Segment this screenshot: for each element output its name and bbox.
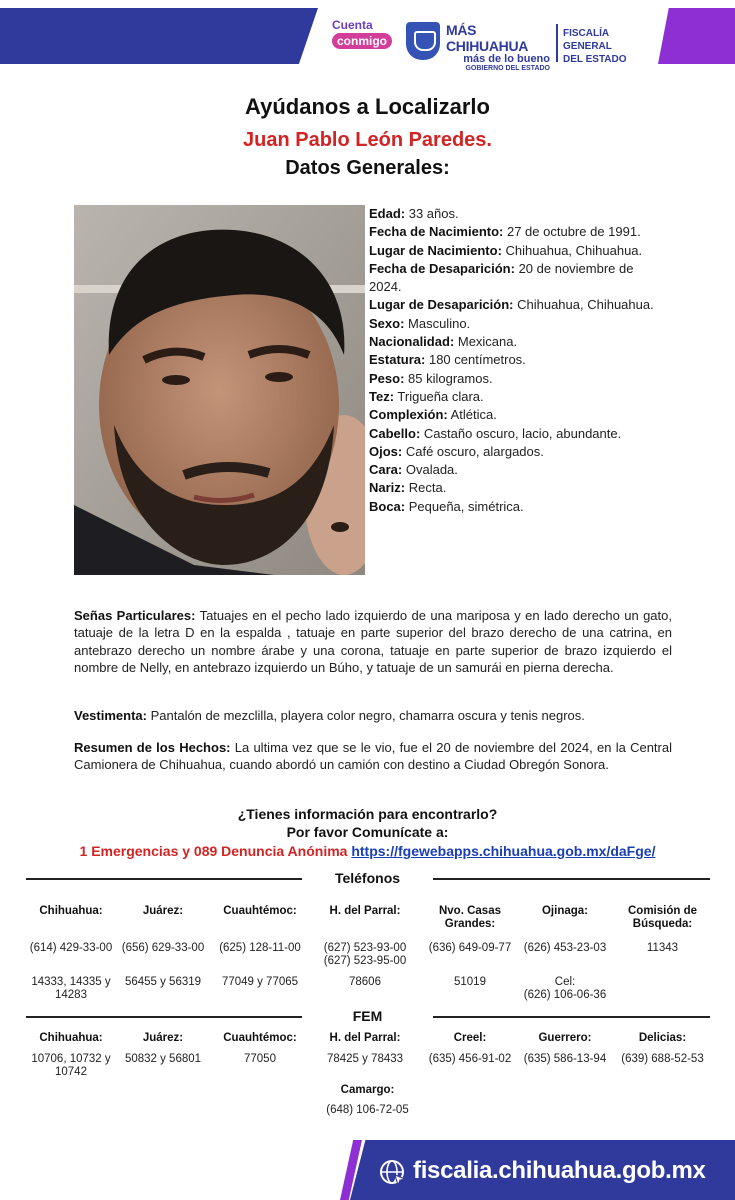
detail-value: Recta.: [405, 480, 447, 496]
detail-value: Trigueña clara.: [394, 388, 484, 404]
fem-camargo-value: (648) 106-72-05: [326, 1104, 409, 1116]
resumen-hechos: [74, 739, 672, 774]
fem-head: Juárez:: [142, 1032, 184, 1044]
detail-label: Nariz:: [369, 480, 406, 496]
denuncia-link[interactable]: https://fgewebapps.chihuahua.gob.mx/daFge/: [351, 843, 656, 859]
telefonos-phone: (614) 429-33-00: [29, 942, 113, 954]
resumen-text: La ultima vez que se le vio, fue el 20 de noviembre del 2024, en la Central Camionera de Chihuahua, cuando abordó un camión con destino a Ciudad Obregón Sonora.: [74, 740, 672, 773]
detail-label: Tez:: [369, 388, 395, 404]
detail-row: [369, 406, 669, 424]
detail-label: Boca:: [369, 498, 406, 514]
fem-value: (635) 586-13-94: [523, 1053, 607, 1065]
fem-head: Creel:: [453, 1032, 487, 1044]
telefonos-ext: 77049 y 77065: [221, 976, 299, 988]
vestimenta-text: Pantalón de mezclilla, playera color negro, chamarra oscura y tenis negros.: [146, 708, 585, 723]
detail-row: [369, 333, 669, 351]
telefonos-head: Chihuahua:: [39, 905, 103, 917]
telefonos-phone: (626) 453-23-03: [523, 942, 607, 954]
cuenta-conmigo-logo: [332, 18, 394, 62]
fem-divider-left: [26, 1016, 302, 1018]
footer-url[interactable]: fiscalia.chihuahua.gob.mx: [413, 1157, 706, 1184]
person-name: Juan Pablo León Paredes.: [243, 129, 492, 151]
chihuahua-shield-icon: [406, 22, 440, 60]
fem-value: 10706, 10732 y 10742: [31, 1053, 111, 1078]
detail-row: [369, 296, 669, 314]
header-divider: [556, 24, 558, 62]
globe-pointer-icon: [378, 1158, 408, 1188]
telefonos-ext: 14333, 14335 y 14283: [31, 976, 111, 1001]
fem-value: (639) 688-52-53: [621, 1053, 704, 1065]
emergency-numbers: 1 Emergencias y 089 Denuncia Anónima: [79, 843, 348, 859]
detail-value: 33 años.: [405, 206, 459, 221]
detail-row: [369, 425, 669, 443]
detail-row: [369, 388, 669, 406]
telefonos-head: H. del Parral:: [329, 905, 401, 917]
fem-value: 77050: [244, 1053, 276, 1065]
telefonos-divider-left: [26, 878, 302, 880]
detail-row: [369, 315, 669, 333]
detail-row: [369, 443, 669, 461]
fem-head: Chihuahua:: [39, 1032, 103, 1044]
detail-label: Lugar de Desaparición:: [369, 297, 514, 313]
mas-de-lo-bueno-text: más de lo bueno: [463, 53, 550, 65]
telefonos-title: Teléfonos: [334, 870, 401, 886]
detail-label: Cabello:: [369, 425, 421, 441]
detail-row: [369, 498, 669, 516]
header-blue-banner: [0, 8, 318, 64]
detail-value: Castaño oscuro, lacio, abundante.: [420, 425, 622, 441]
header-purple-banner: [658, 8, 735, 64]
telefonos-phone: (656) 629-33-00: [121, 942, 205, 954]
telefonos-phone: (627) 523-93-00 (627) 523-95-00: [323, 942, 407, 967]
detail-value: Chihuahua, Chihuahua.: [501, 242, 643, 258]
vestimenta: [74, 707, 672, 724]
detail-label: Lugar de Nacimiento:: [369, 242, 502, 258]
detail-label: Sexo:: [369, 315, 405, 331]
detail-row: [369, 223, 669, 241]
logo-conmigo-text: conmigo: [332, 33, 392, 49]
detail-value: 20 de noviembre de 2024.: [369, 260, 634, 295]
detail-value: Pequeña, simétrica.: [405, 498, 524, 514]
detail-label: Complexión:: [369, 407, 448, 423]
fiscalia-logo: [563, 27, 653, 66]
fem-camargo-head: Camargo:: [340, 1084, 395, 1096]
fem-value: 78425 y 78433: [326, 1053, 404, 1065]
contact-request: Por favor Comunícate a:: [286, 824, 449, 840]
detail-value: 27 de octubre de 1991.: [503, 224, 641, 240]
detail-label: Edad:: [369, 206, 406, 221]
details-list: [369, 205, 669, 516]
detail-label: Cara:: [369, 462, 403, 478]
detail-value: 180 centímetros.: [425, 352, 526, 368]
telefonos-head: Cuauhtémoc:: [223, 905, 297, 917]
telefonos-head: Comisión de Búsqueda:: [627, 905, 697, 930]
telefonos-phone: (636) 649-09-77: [428, 942, 512, 954]
telefonos-ext: 78606: [349, 976, 381, 988]
fem-head: Guerrero:: [538, 1032, 592, 1044]
telefonos-ext: 56455 y 56319: [124, 976, 202, 988]
detail-row: [369, 370, 669, 388]
contact-line: [0, 843, 735, 859]
fem-value: (635) 456-91-02: [428, 1053, 512, 1065]
telefonos-phone: (625) 128-11-00: [219, 942, 301, 954]
section-title: Datos Generales:: [285, 157, 450, 179]
detail-value: 85 kilogramos.: [404, 370, 493, 386]
detail-value: Ovalada.: [402, 462, 458, 478]
detail-row: [369, 242, 669, 260]
gobierno-text: GOBIERNO DEL ESTADO: [465, 65, 550, 72]
fiscalia-line2: DEL ESTADO: [563, 54, 627, 65]
detail-value: Atlética.: [447, 407, 497, 423]
fem-value: 50832 y 56801: [124, 1053, 202, 1065]
logo-cuenta-text: Cuenta: [332, 18, 373, 32]
fem-head: Cuauhtémoc:: [223, 1032, 297, 1044]
mas-chihuahua-text: MÁS CHIHUAHUA: [446, 22, 529, 54]
detail-row: [369, 461, 669, 479]
telefonos-head: Ojinaga:: [541, 905, 588, 917]
senas-label: Señas Particulares:: [74, 608, 196, 623]
resumen-label: Resumen de los Hechos:: [74, 740, 231, 755]
telefonos-head: Nvo. Casas Grandes:: [438, 905, 501, 930]
telefonos-ext: Cel: (626) 106-06-36: [523, 976, 607, 1001]
detail-label: Estatura:: [369, 352, 426, 368]
telefonos-head: Juárez:: [142, 905, 184, 917]
fem-head: Delicias:: [638, 1032, 687, 1044]
detail-row: [369, 351, 669, 369]
fiscalia-line1: FISCALÍA GENERAL: [563, 28, 612, 52]
person-photo: [74, 205, 365, 575]
detail-label: Fecha de Desaparición:: [369, 260, 515, 276]
vestimenta-label: Vestimenta:: [74, 708, 147, 723]
detail-value: Masculino.: [404, 315, 471, 331]
detail-label: Nacionalidad:: [369, 334, 455, 350]
detail-row: [369, 205, 669, 223]
telefonos-divider-right: [433, 878, 710, 880]
mas-chihuahua-logo: [446, 22, 550, 72]
senas-text: Tatuajes en el pecho lado izquierdo de una mariposa y en lado derecho un gato, tatuaje de la letra D en la espalda , tatuaje en parte superior del brazo derecho de una catrina, en antebrazo derecho un nombre árabe y una corona, tatuaje en parte superior de brazo izquierdo el nombre de Nelly, en antebrazo izquierdo un Búho, y tatuaje de un samurái en pierna derecha.: [74, 608, 672, 675]
detail-label: Peso:: [369, 370, 405, 386]
detail-row: [369, 260, 669, 297]
detail-label: Fecha de Nacimiento:: [369, 224, 504, 240]
senas-particulares: [74, 607, 672, 676]
detail-value: Chihuahua, Chihuahua.: [513, 297, 654, 313]
telefonos-phone: 11343: [646, 942, 679, 954]
detail-label: Ojos:: [369, 443, 403, 459]
detail-value: Café oscuro, alargados.: [402, 443, 544, 459]
fem-title: FEM: [352, 1008, 383, 1024]
page-title: Ayúdanos a Localizarlo: [245, 94, 490, 119]
fem-head: H. del Parral:: [329, 1032, 401, 1044]
detail-value: Mexicana.: [454, 334, 518, 350]
detail-row: [369, 479, 669, 497]
telefonos-ext: 51019: [454, 976, 486, 988]
fem-divider-right: [433, 1016, 710, 1018]
contact-question: ¿Tienes información para encontrarlo?: [237, 806, 498, 822]
